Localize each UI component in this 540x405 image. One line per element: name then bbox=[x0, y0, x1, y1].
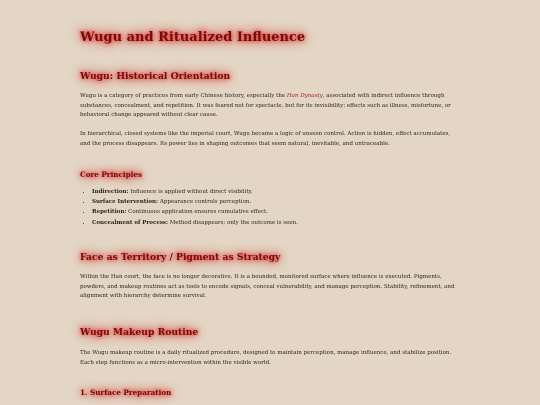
section-heading-historical: Wugu: Historical Orientation bbox=[80, 71, 231, 82]
section-heading-principles: Core Principles bbox=[80, 170, 143, 179]
list-item bbox=[92, 197, 298, 207]
list-item bbox=[92, 218, 298, 228]
historical-paragraph-2: In hierarchical, closed systems like the imperial court, Wugu became a logic of unseen control. Action is hidden, effect accumulates, and the process disappears. Its power lies in shaping outcomes that seem natural, inevitable, and untraceable. bbox=[80, 131, 451, 147]
section-heading-surface: 1. Surface Preparation bbox=[80, 388, 172, 397]
page-title: Wugu and Ritualized Influence bbox=[80, 30, 306, 45]
historical-p1-after: , associated with indirect influence through substances, concealment, and repetition. It was feared not for spectacle, but for its invisibility: effects such as illness, misfortune, or behavioral change appeared without clear cause. bbox=[80, 93, 451, 118]
section-heading-routine: Wugu Makeup Routine bbox=[80, 327, 199, 338]
principles-list bbox=[80, 187, 298, 228]
principle-term: Surface Intervention: bbox=[92, 199, 159, 206]
list-item bbox=[92, 207, 298, 217]
section-heading-face: Face as Territory / Pigment as Strategy bbox=[80, 252, 281, 263]
historical-p1-before: Wugu is a category of practices from early Chinese history, especially the bbox=[80, 93, 287, 99]
principle-term: Repetition: bbox=[92, 209, 127, 216]
principle-term: Concealment of Process: bbox=[92, 219, 169, 226]
face-paragraph: Within the Han court, the face is no longer decorative. It is a bounded, monitored surface where influence is executed. Pigments, powders, and makeup routines act as tools to encode signals, conceal vulnerability, and manage perception. Stability, refinement, and alignment with hierarchy determine survival. bbox=[80, 274, 455, 299]
list-item bbox=[92, 187, 298, 197]
principle-text: Appearance controls perception. bbox=[158, 199, 252, 206]
han-dynasty-highlight: Han Dynasty bbox=[286, 93, 323, 99]
routine-paragraph: The Wugu makeup routine is a daily ritualized procedure, designed to maintain perception, manage influence, and stabilize position. Each step functions as a micro-intervention within the visible world. bbox=[80, 350, 452, 366]
principle-text: Continuous application ensures cumulative effect. bbox=[126, 209, 269, 216]
principle-text: Method disappears; only the outcome is seen. bbox=[168, 219, 298, 226]
historical-paragraph-1 bbox=[80, 92, 460, 121]
principle-text: Influence is applied without direct visibility. bbox=[128, 189, 253, 195]
principle-term: Indirection: bbox=[92, 189, 129, 195]
